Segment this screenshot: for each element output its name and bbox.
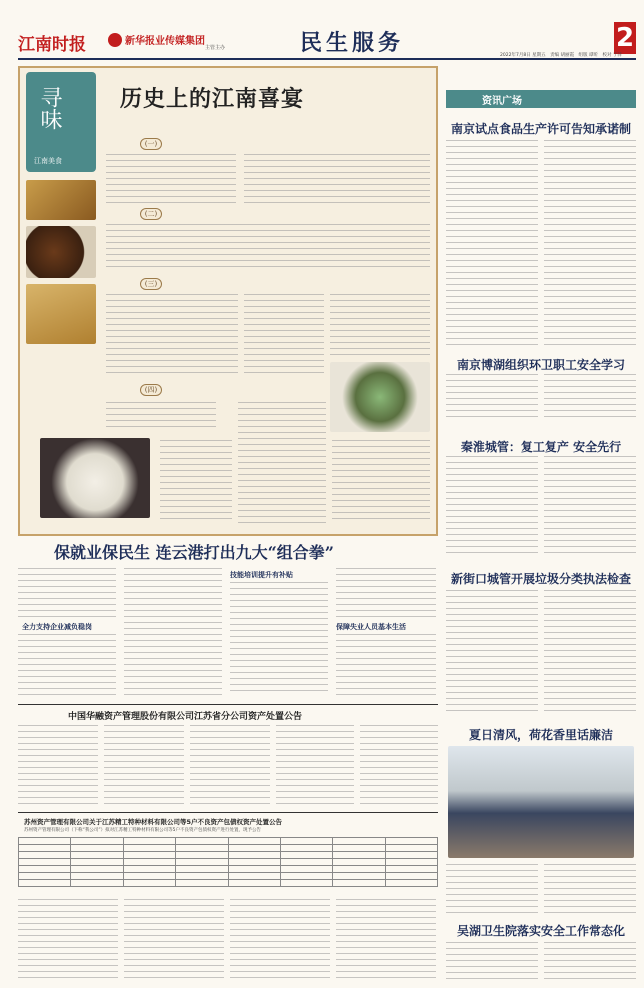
feature-text-8 [160, 440, 232, 524]
news-title-6: 吴湖卫生院落实安全工作常态化 [456, 924, 625, 938]
news-column [446, 66, 636, 982]
group-sub: 主管主办 [205, 45, 226, 51]
news-text-2b [544, 374, 636, 422]
food-photo-3 [26, 284, 96, 344]
notice-2-text-b [124, 899, 224, 979]
feature-text-4 [106, 294, 238, 378]
masthead-rule [18, 58, 636, 60]
main-story [18, 540, 438, 700]
feature-text-5 [244, 294, 324, 378]
group-logo-icon [108, 33, 122, 47]
notice-2-text-a [18, 899, 118, 979]
table-row [19, 859, 438, 866]
main-text-2 [18, 634, 116, 696]
news-title-5: 夏日清风，荷花香里话廉洁 [468, 728, 613, 742]
main-text-1 [18, 568, 116, 618]
food-photo-5 [40, 438, 150, 518]
news-text-3b [544, 456, 636, 556]
notice-1-title: 中国华融资产管理股份有限公司江苏省分公司资产处置公告 [68, 712, 303, 722]
news-text-1 [446, 140, 538, 346]
main-text-5 [336, 568, 436, 618]
feature-text-2 [244, 154, 430, 204]
paper-name: 江南时报 [18, 35, 86, 55]
group-name: 新华报业传媒集团 [125, 36, 205, 47]
news-text-5 [446, 864, 538, 914]
notice-1-text-d [276, 725, 354, 809]
news-text-6b [544, 942, 636, 982]
feature-title: 历史上的江南喜宴 [120, 86, 305, 112]
notice-1-text-e [360, 725, 438, 809]
news-text-4 [446, 590, 538, 714]
section-marker-1: (一) [140, 138, 162, 150]
table-row [19, 866, 438, 873]
notice-1-text-c [190, 725, 270, 809]
news-text-6 [446, 942, 538, 982]
main-text-4 [230, 582, 328, 696]
news-title-4: 新街口城管开展垃圾分类执法检查 [450, 572, 631, 586]
news-title-2: 南京博湖组织环卫职工安全学习 [456, 358, 625, 372]
banner-label: 资讯广场 [482, 96, 522, 107]
masthead [0, 0, 644, 60]
main-story-title: 保就业保民生 连云港打出九大“组合拳” [54, 543, 334, 562]
subhead-2: 技能培训提升有补贴 [230, 571, 293, 579]
news-text-4b [544, 590, 636, 714]
news-text-5b [544, 864, 636, 914]
notice-1 [18, 704, 438, 810]
feature-text-9 [238, 402, 326, 524]
notice-1-text-a [18, 725, 98, 809]
feature-text-6 [330, 294, 430, 356]
subhead-3: 保障失业人员基本生活 [336, 623, 406, 631]
section-title: 民生服务 [300, 30, 405, 56]
news-title-3: 秦淮城管：复工复产 安全先行 [460, 440, 622, 454]
group-photo [448, 746, 634, 858]
table-row [19, 845, 438, 852]
table-row [19, 873, 438, 880]
table-row [19, 838, 438, 845]
feature-text-7 [106, 402, 216, 432]
news-text-1b [544, 140, 636, 346]
feature-badge [26, 72, 96, 172]
notice-2-sub: 苏州资产管理有限公司（下称“我公司”）拟对江苏精工特种材料有限公司等5户不良资产包债权资产进行处置，现予公告 [24, 828, 262, 833]
food-photo-1 [26, 180, 96, 220]
main-text-6 [336, 634, 436, 696]
main-text-3 [124, 568, 222, 696]
feature-text-1 [106, 154, 236, 204]
section-marker-3: (三) [140, 278, 162, 290]
feature-text-10 [332, 440, 430, 524]
news-title-1: 南京试点食品生产许可告知承诺制 [450, 122, 631, 136]
subhead-1: 全力支持企业减负稳岗 [22, 623, 92, 631]
food-photo-4 [330, 362, 430, 432]
news-text-2 [446, 374, 538, 422]
notice-1-text-b [104, 725, 184, 809]
notice-2-text-c [230, 899, 330, 979]
feature-text-3 [106, 224, 430, 272]
page-number: 2 [615, 23, 635, 53]
badge-sub: 江南美食 [34, 157, 62, 165]
food-photo-2 [26, 226, 96, 278]
badge-chars: 寻味 [37, 86, 62, 130]
asset-table [18, 837, 438, 887]
news-banner [446, 90, 636, 108]
news-text-3 [446, 456, 538, 556]
dateline: 2022年7月8日 星期五 责编 胡丽霞 组版 谭昕 校对 于萍 [500, 53, 622, 58]
feature-box [18, 66, 438, 536]
table-row [19, 880, 438, 887]
notice-2 [18, 812, 438, 982]
section-marker-2: (二) [140, 208, 162, 220]
table-row [19, 852, 438, 859]
section-marker-4: (四) [140, 384, 162, 396]
notice-2-text-d [336, 899, 436, 979]
notice-2-title: 苏州资产管理有限公司关于江苏精工特种材料有限公司等5户不良资产包债权资产处置公告 [24, 818, 283, 826]
